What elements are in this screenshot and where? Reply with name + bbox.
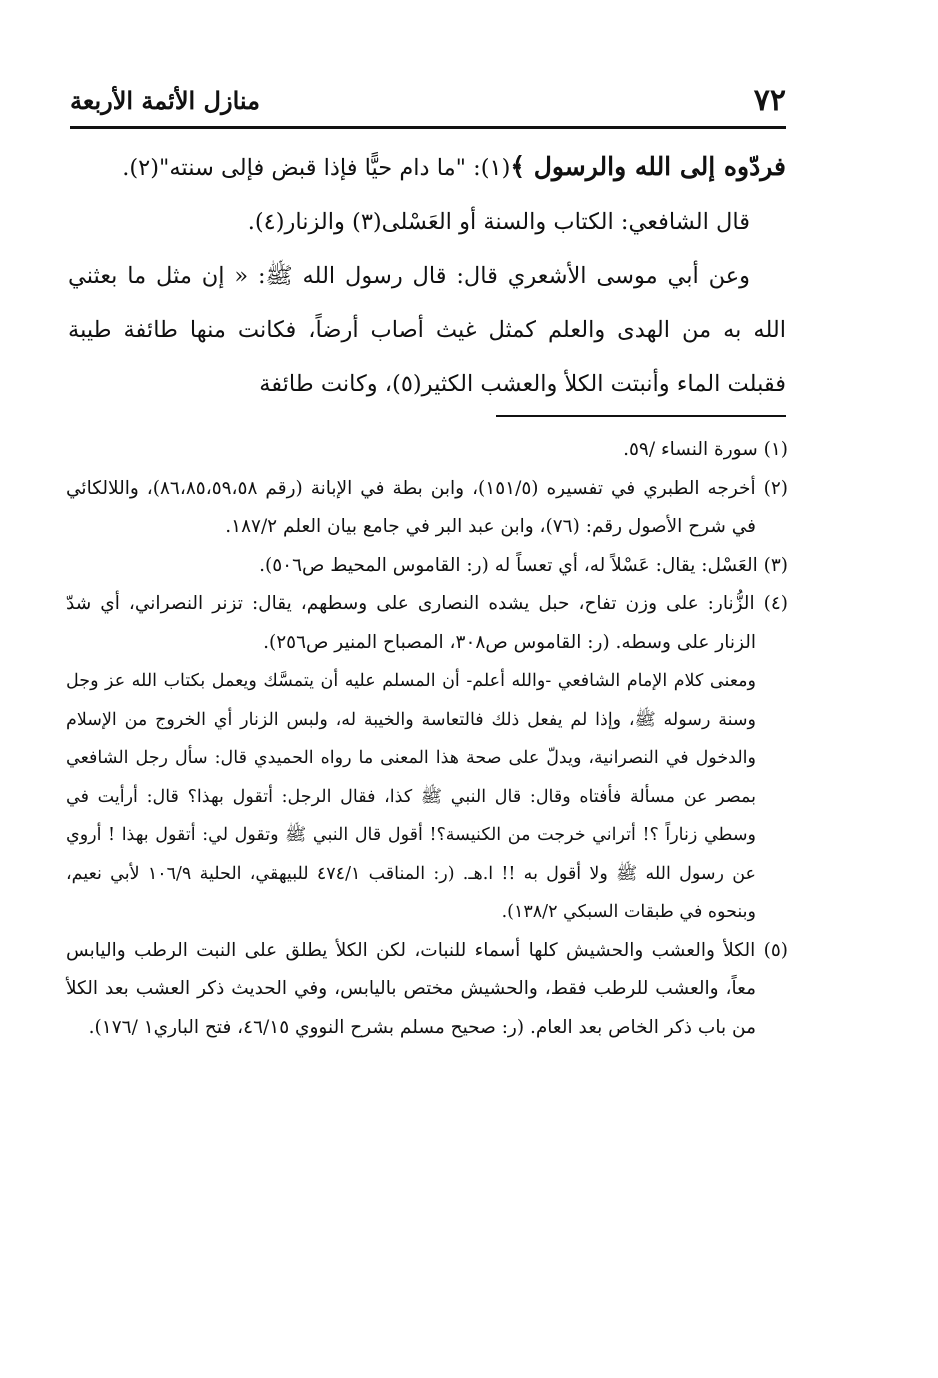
footnote-2: (٢) أخرجه الطبري في تفسيره (١٥١/٥)، وابن بطة في الإبانة (رقم ٨٦،٨٥،٥٩،٥٨)، واللالكائي في شرح الأصول رقم: (٧٦)، وابن عبد البر في جامع بيان العلم ١٨٧/٢. <box>66 477 788 537</box>
footnote-separator <box>496 415 786 417</box>
main-text <box>68 140 786 411</box>
footnotes <box>66 431 788 1047</box>
footnote-3: (٣) العَسْل: يقال: عَسْلاً له، أي تعساً له (ر: القاموس المحيط ص٥٠٦). <box>259 554 788 576</box>
footnote-4: (٤) الزُّنار: على وزن تفاح، حبل يشده النصارى على وسطهم، يقال: تزنر النصراني، أي شدّ الزنار على وسطه. (ر: القاموس ص٣٠٨، المصباح المنير ص٢٥٦). <box>66 593 788 653</box>
footnote-4-commentary: ومعنى كلام الإمام الشافعي -والله أعلم- أن المسلم عليه أن يتمسَّك ويعمل بكتاب الله عز وجل وسنة رسوله ﷺ، وإذا لم يفعل ذلك فالتعاسة والخيبة له، ولبس الزنار أي الخروج من الإسلام والدخول في النصرانية، ويدلّ على صحة هذا المعنى ما رواه الحميدي قال: سأل رجل الشافعي بمصر عن مسألة فأفتاه وقال: قال النبي ﷺ كذا، فقال الرجل: أتقول بهذا؟ قال: أرأيت في وسطي زناراً ؟! أتراني خرجت من الكنيسة؟! أقول قال النبي ﷺ وتقول لي: أتقول بهذا ! أروي عن رسول الله ﷺ ولا أقول به !! ا.هـ. (ر: المناقب ٤٧٤/١ للبيهقي، الحلية ١٠٦/٩ لأبي نعيم، وبنحوه في طبقات السبكي ١٣٨/٢). <box>66 671 756 922</box>
footnote-1: (١) سورة النساء /٥٩. <box>623 439 788 460</box>
quran-quote: فردّوه إلى الله والرسول ﴾ <box>510 152 786 181</box>
main-paragraph-1 <box>68 140 786 195</box>
main-paragraph-2: قال الشافعي: الكتاب والسنة أو العَسْلى(٣) والزنار(٤). <box>247 209 750 235</box>
main-paragraph-1-rest: (١): "ما دام حيًّا فإذا قبض فإلى سنته"(٢). <box>122 155 511 181</box>
page-header <box>70 78 786 122</box>
header-rule <box>70 126 786 129</box>
main-paragraph-3: وعن أبي موسى الأشعري قال: قال رسول الله ﷺ: « إن مثل ما بعثني الله به من الهدى والعلم كمثل غيث أصاب أرضاً، فكانت منها طائفة طيبة فقبلت الماء وأنبتت الكلأ والعشب الكثير(٥)، وكانت طائفة <box>68 263 786 397</box>
running-title: منازل الأئمة الأربعة <box>70 85 260 115</box>
footnote-5: (٥) الكلأ والعشب والحشيش كلها أسماء للنبات، لكن الكلأ يطلق على النبت الرطب واليابس معاً، والعشب للرطب فقط، والحشيش مختص باليابس، وفي الحديث ذكر العشب بعد الكلأ من باب ذكر الخاص بعد العام. (ر: صحيح مسلم بشرح النووي ٤٦/١٥، فتح الباري١ /١٧٦). <box>66 939 788 1038</box>
page-number: ٧٢ <box>753 82 786 118</box>
